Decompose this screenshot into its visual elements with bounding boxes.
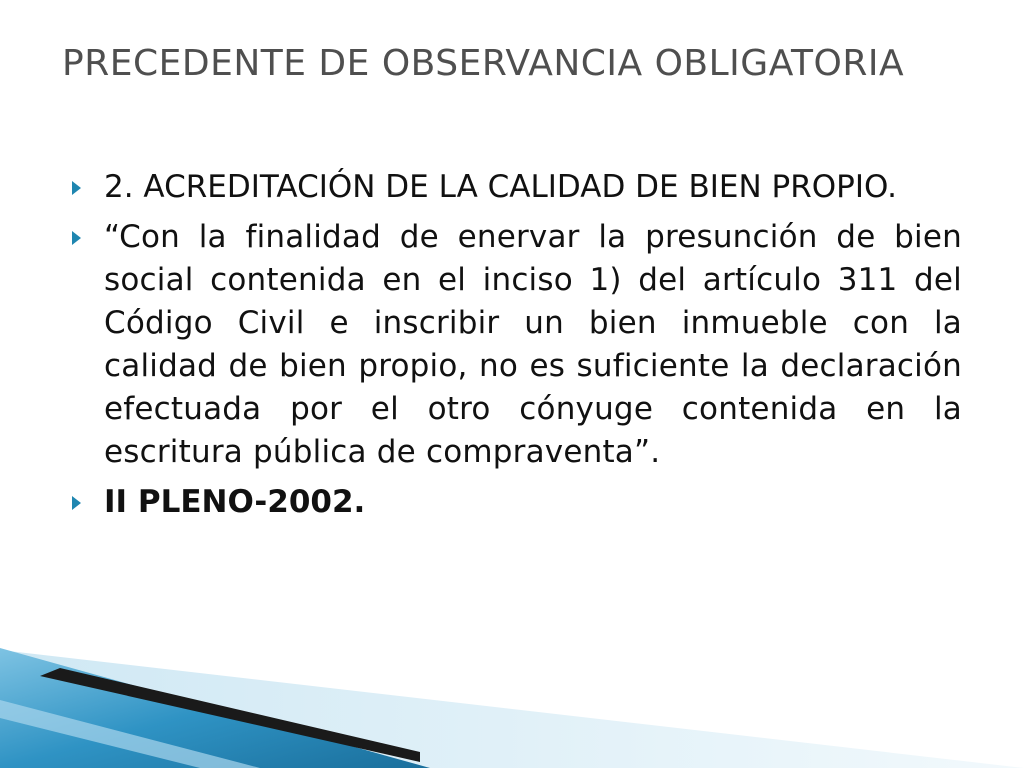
bullet-list (72, 166, 962, 531)
bullet-item-source (72, 481, 962, 524)
bullet-text: II PLENO-2002. (104, 484, 366, 520)
slide-title: PRECEDENTE DE OBSERVANCIA OBLIGATORIA (62, 43, 905, 84)
bullet-text: 2. ACREDITACIÓN DE LA CALIDAD DE BIEN PROPIO. (104, 169, 897, 205)
decor-dark-stripe (40, 668, 420, 762)
triangle-right-icon (72, 181, 81, 195)
decor-pale-band (0, 650, 1024, 768)
triangle-right-icon (72, 231, 81, 245)
bullet-item-quote (72, 216, 962, 474)
bullet-item-heading (72, 166, 962, 209)
triangle-right-icon (72, 496, 81, 510)
bullet-text: “Con la finalidad de enervar la presunción de bien social contenida en el inciso 1) del artículo 311 del Código Civil e inscribir un bien inmueble con la calidad de bien propio, no es suficiente la declaración efectuada por el otro cónyuge contenida en la escritura pública de compraventa”. (104, 219, 962, 470)
decor-light-stripe (0, 700, 260, 768)
decor-blue-band (0, 648, 430, 768)
